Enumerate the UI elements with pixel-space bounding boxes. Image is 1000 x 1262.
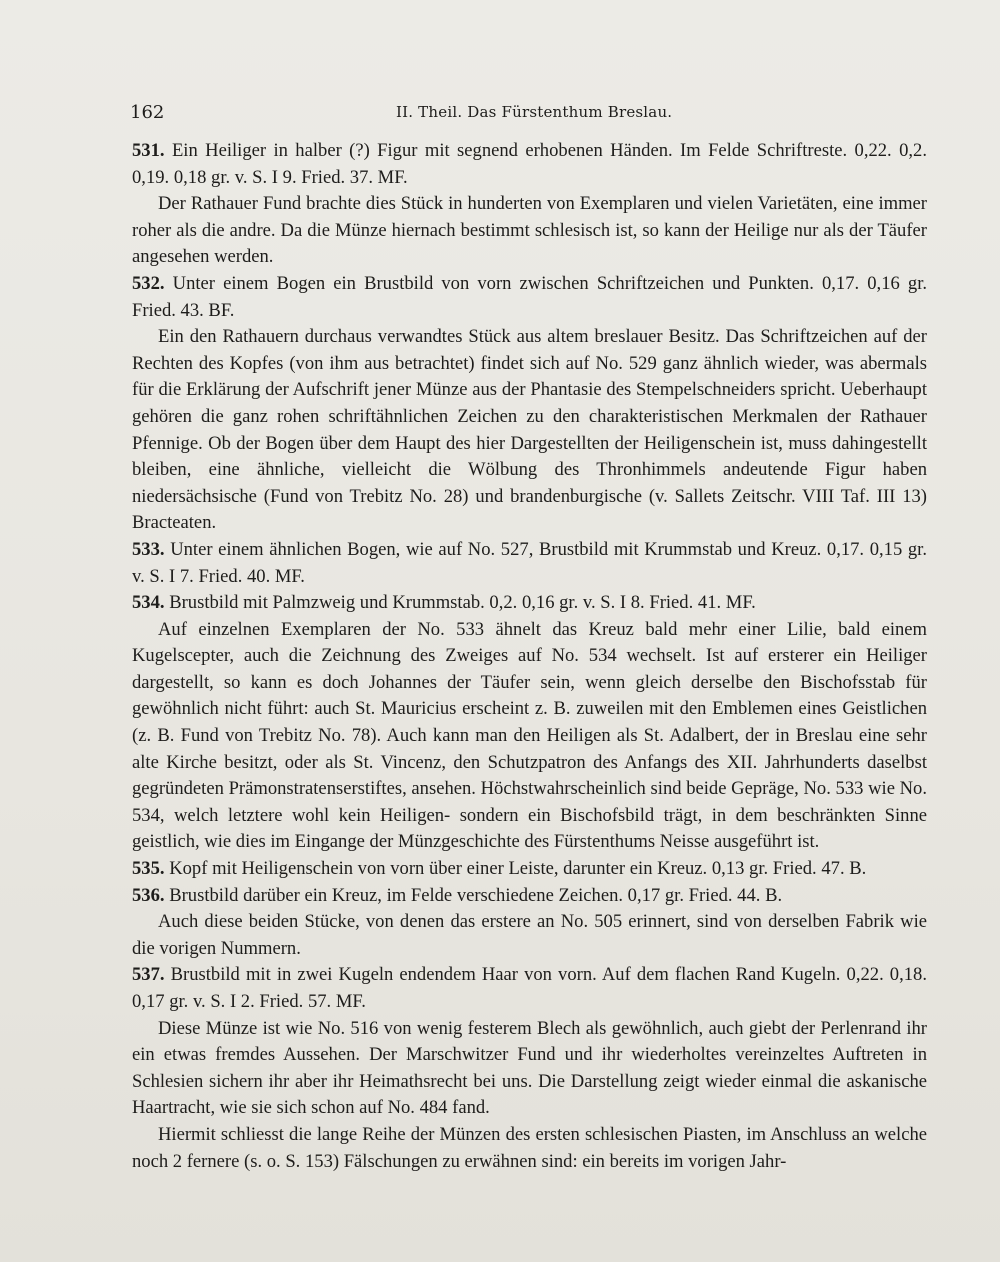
running-title: II. Theil. Das Fürstenthum Breslau. xyxy=(396,103,673,121)
catalogue-entry xyxy=(132,856,927,883)
commentary-paragraph: Hiermit schliesst die lange Reihe der Münzen des ersten schlesischen Piasten, im Anschluss an welche noch 2 fernere (s. o. S. 153) Fälschungen zu erwähnen sind: ein bereits im vorigen Jahr- xyxy=(132,1123,927,1172)
entry-text: Brustbild mit Palmzweig und Krummstab. 0,2. 0,16 gr. v. S. I 8. Fried. 41. MF. xyxy=(169,592,756,614)
catalogue-entry xyxy=(132,962,927,1015)
catalogue-entry xyxy=(132,590,927,617)
page-number: 162 xyxy=(130,102,165,123)
commentary-paragraph: Auf einzelnen Exemplaren der No. 533 ähnelt das Kreuz bald mehr einer Lilie, bald einem Kugelscepter, auch die Zeichnung des Zweiges auf No. 534 wechselt. Ist auf ersterer ein Heiliger dargestellt, so kann es doch Johannes der Täufer sein, wenn gleich derselbe den Bischofsstab für gewöhnlich nicht führt: auch St. Mauricius erscheint z. B. zuweilen mit den Emblemen eines Geistlichen (z. B. Fund von Trebitz No. 78). Auch kann man den Heiligen als St. Adalbert, der in Breslau eine sehr alte Kirche besitzt, oder als St. Vincenz, den Schutzpatron des Anfangs des XII. Jahrhunderts daselbst gegründeten Prämonstratenserstiftes, ansehen. Höchstwahrscheinlich sind beide Gepräge, No. 533 wie No. 534, welch letztere wohl kein Heiligen- sondern ein Bischofsbild trägt, in dem beschränkten Sinne geistlich, wie dies im Eingange der Münzgeschichte des Fürstenthums Neisse ausgeführt ist. xyxy=(132,618,927,853)
entry-text: Brustbild darüber ein Kreuz, im Felde verschiedene Zeichen. 0,17 gr. Fried. 44. B. xyxy=(169,884,783,906)
entry-text: Unter einem Bogen ein Brustbild von vorn zwischen Schriftzeichen und Punkten. 0,17. 0,16 gr. Fried. 43. BF. xyxy=(132,272,928,321)
entry-number: 534. xyxy=(132,592,165,614)
entry-number: 533. xyxy=(132,538,165,560)
catalogue-entry xyxy=(132,138,927,191)
entry-text: Kopf mit Heiligenschein von vorn über einer Leiste, darunter ein Kreuz. 0,13 gr. Fried. 47. B. xyxy=(169,858,867,880)
entry-number: 536. xyxy=(132,884,165,906)
entry-text: Unter einem ähnlichen Bogen, wie auf No. 527, Brustbild mit Krummstab und Kreuz. 0,17. 0,15 gr. v. S. I 7. Fried. 40. MF. xyxy=(132,538,927,587)
running-header xyxy=(130,100,920,126)
entry-number: 535. xyxy=(132,858,165,880)
commentary-paragraph: Ein den Rathauern durchaus verwandtes Stück aus altem breslauer Besitz. Das Schriftzeichen auf der Rechten des Kopfes (von ihm aus betrachtet) findet sich auf No. 529 ganz ähnlich wieder, was abermals für die Erklärung der Aufschrift jener Münze aus der Phantasie des Stempelschneiders spricht. Ueberhaupt gehören die ganz rohen schriftähnlichen Zeichen zu den charakteristischen Merkmalen der Rathauer Pfennige. Ob der Bogen über dem Haupt des hier Dargestellten der Heiligenschein ist, muss dahingestellt bleiben, eine ähnliche, vielleicht die Wölbung des Thronhimmels andeutende Figur haben niedersächsische (Fund von Trebitz No. 28) und brandenburgische (v. Sallets Zeitschr. VIII Taf. III 13) Bracteaten. xyxy=(132,326,927,534)
catalogue-entry xyxy=(132,883,927,910)
entry-text: Brustbild mit in zwei Kugeln endendem Haar von vorn. Auf dem flachen Rand Kugeln. 0,22. 0,18. 0,17 gr. v. S. I 2. Fried. 57. MF. xyxy=(132,964,927,1012)
commentary-paragraph: Auch diese beiden Stücke, von denen das erstere an No. 505 erinnert, sind von derselben Fabrik wie die vorigen Nummern. xyxy=(132,911,927,959)
commentary-paragraph: Der Rathauer Fund brachte dies Stück in hunderten von Exemplaren und vielen Varietäten, eine immer roher als die andre. Da die Münze hiernach bestimmt schlesisch ist, so kann der Heilige nur als der Täufer angesehen werden. xyxy=(132,193,927,268)
entry-text: Ein Heiliger in halber (?) Figur mit segnend erhobenen Händen. Im Felde Schriftreste. 0,22. 0,2. 0,19. 0,18 gr. v. S. I 9. Fried. 37. MF. xyxy=(132,140,927,188)
entry-number: 532. xyxy=(132,272,165,294)
commentary-paragraph: Diese Münze ist wie No. 516 von wenig festerem Blech als gewöhnlich, auch giebt der Perlenrand ihr ein etwas fremdes Aussehen. Der Marschwitzer Fund und ihr wiederholtes vereinzeltes Auftreten in Schlesien sichern ihr aber ihr Heimathsrecht bei uns. Die Darstellung zeigt wieder einmal die askanische Haartracht, wie sie sich schon auf No. 484 fand. xyxy=(132,1017,927,1119)
entry-number: 531. xyxy=(132,140,165,161)
entry-number: 537. xyxy=(132,964,165,986)
page-body xyxy=(132,138,927,1175)
catalogue-entry xyxy=(132,537,927,590)
catalogue-entry xyxy=(132,271,927,324)
